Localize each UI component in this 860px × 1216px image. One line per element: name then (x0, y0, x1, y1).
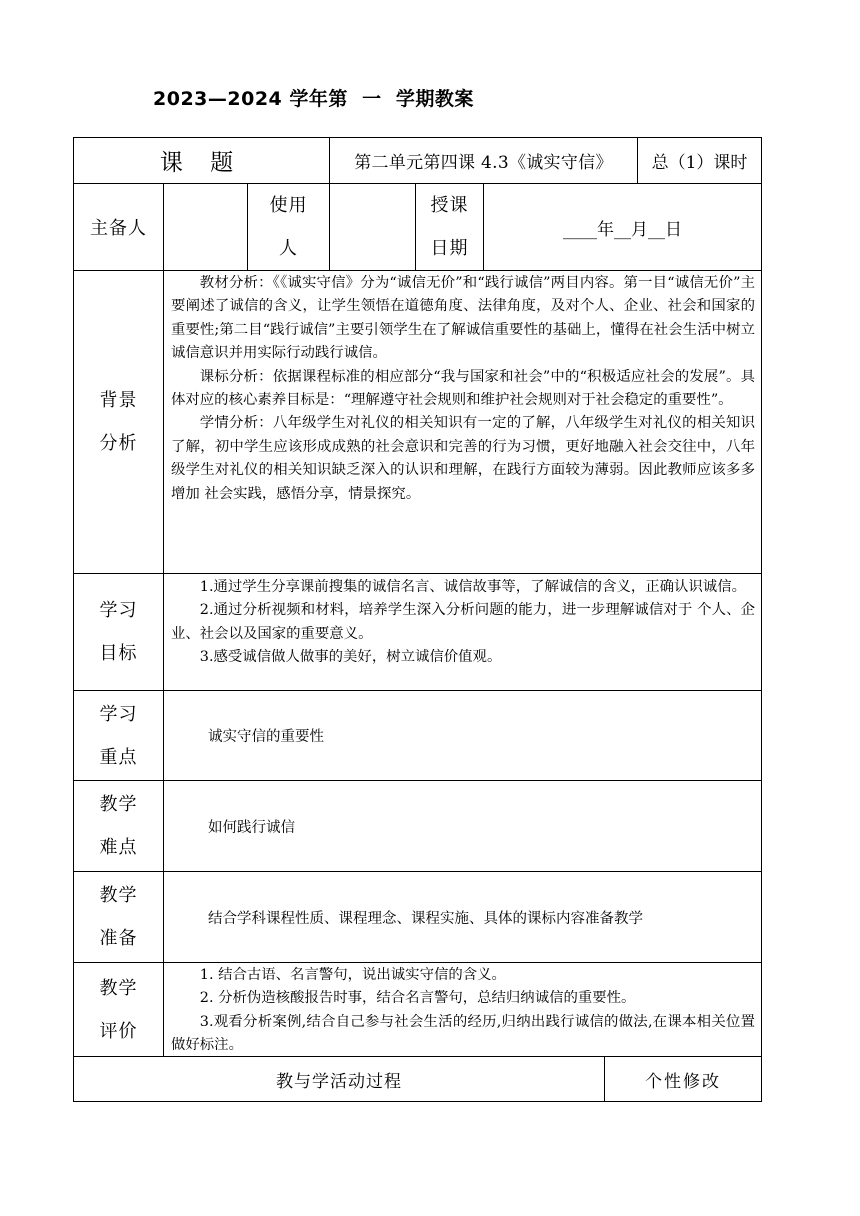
key-points-value: 诚实守信的重要性 (208, 729, 324, 745)
background-paragraph: 学情分析：八年级学生对礼仪的相关知识有一定的了解，八年级学生对礼仪的相关知识了解，初中学生应该形成成熟的社会意识和完善的行为习惯，更好地融入社会交往中，八年级学生对礼仪的相关知识缺乏深入的认识和理解，在践行方面较为薄弱。因此教师应该多多增加 社会实践，感悟分享，情景探究。 (171, 415, 755, 502)
evaluation-item: 3.观看分析案例,结合自己参与社会生活的经历,归纳出践行诚信的做法,在课本相关位置做好标注。 (171, 1013, 755, 1054)
goal-item: 2.通过分析视频和材料，培养学生深入分析问题的能力，进一步理解诚信对于 个人、企业、社会以及国家的重要意义。 (171, 602, 755, 642)
table-border (73, 962, 762, 963)
table-border (73, 573, 762, 574)
period-count: 总（1）课时 (651, 153, 748, 173)
document-title: 2023—2024 学年第 一 学期教案 (153, 88, 474, 110)
background-label-line-1: 背景 (99, 390, 138, 411)
date-label (416, 184, 483, 270)
date-value: ____年__月__日 (563, 219, 682, 240)
goals-label (74, 574, 163, 690)
date-label-line-2: 日期 (430, 238, 469, 259)
difficulties-label-line-2: 难点 (99, 837, 138, 858)
background-content (171, 271, 755, 573)
background-label (74, 271, 163, 573)
preparer-value (164, 184, 247, 270)
process-label: 教与学活动过程 (276, 1071, 402, 1092)
goals-label-line-1: 学习 (99, 600, 138, 621)
goals-label-line-2: 目标 (99, 643, 138, 664)
goals-content (171, 576, 755, 690)
personal-revision-label: 个性修改 (645, 1071, 721, 1092)
preparation-value: 结合学科课程性质、课程理念、课程实施、具体的课标内容准备教学 (208, 910, 643, 927)
evaluation-label-line-2: 评价 (99, 1020, 138, 1042)
preparation-label-line-1: 教学 (99, 885, 138, 906)
difficulties-label-line-1: 教学 (99, 794, 138, 815)
table-border (73, 1101, 762, 1102)
preparer-label: 主备人 (90, 218, 147, 239)
preparation-label (74, 872, 163, 962)
goal-item: 3.感受诚信做人做事的美好，树立诚信价值观。 (199, 649, 502, 666)
table-border (163, 270, 164, 1056)
user-value (330, 184, 415, 270)
evaluation-label (74, 963, 163, 1056)
user-label (248, 184, 329, 270)
topic-label: 课 题 (159, 150, 244, 176)
evaluation-content (171, 964, 755, 1056)
user-label-line-1: 使用 (269, 195, 308, 216)
evaluation-label-line-1: 教学 (99, 977, 138, 999)
topic-value: 第二单元第四课 4.3《诚实守信》 (354, 153, 613, 173)
difficulties-label (74, 781, 163, 871)
user-label-line-2: 人 (279, 238, 298, 259)
evaluation-item: 2. 分析伪造核酸报告时事，结合名言警句，总结归纳诚信的重要性。 (199, 990, 636, 1007)
background-label-line-2: 分析 (99, 433, 138, 454)
key-points-label-line-2: 重点 (99, 746, 138, 768)
preparation-label-line-2: 准备 (99, 928, 138, 949)
background-paragraph: 课标分析：依据课程标准的相应部分“我与国家和社会”中的“积极适应社会的发展”。具体对应的核心素养目标是：“理解遵守社会规则和维护社会规则对于社会稳定的重要性”。 (171, 368, 755, 409)
key-points-label (74, 691, 163, 780)
goal-item: 1.通过学生分享课前搜集的诚信名言、诚信故事等，了解诚信的含义，正确认识诚信。 (199, 579, 746, 595)
table-border (761, 137, 762, 1102)
evaluation-item: 1. 结合古语、名言警句，说出诚实守信的含义。 (199, 967, 506, 983)
date-label-line-1: 授课 (430, 195, 469, 216)
background-paragraph: 教材分析：《《诚实守信》分为“诚信无价”和“践行诚信”两目内容。第一目“诚信无价”主要阐述了诚信的含义，让学生领悟在道德角度、法律角度，及对个人、企业、社会和国家的重要性;第二目“践行诚信”主要引领学生在了解诚信重要性的基础上，懂得在社会生活中树立诚信意识并用实际行动践行诚信。 (171, 275, 755, 362)
key-points-label-line-1: 学习 (99, 703, 138, 725)
difficulties-value: 如何践行诚信 (208, 819, 295, 836)
